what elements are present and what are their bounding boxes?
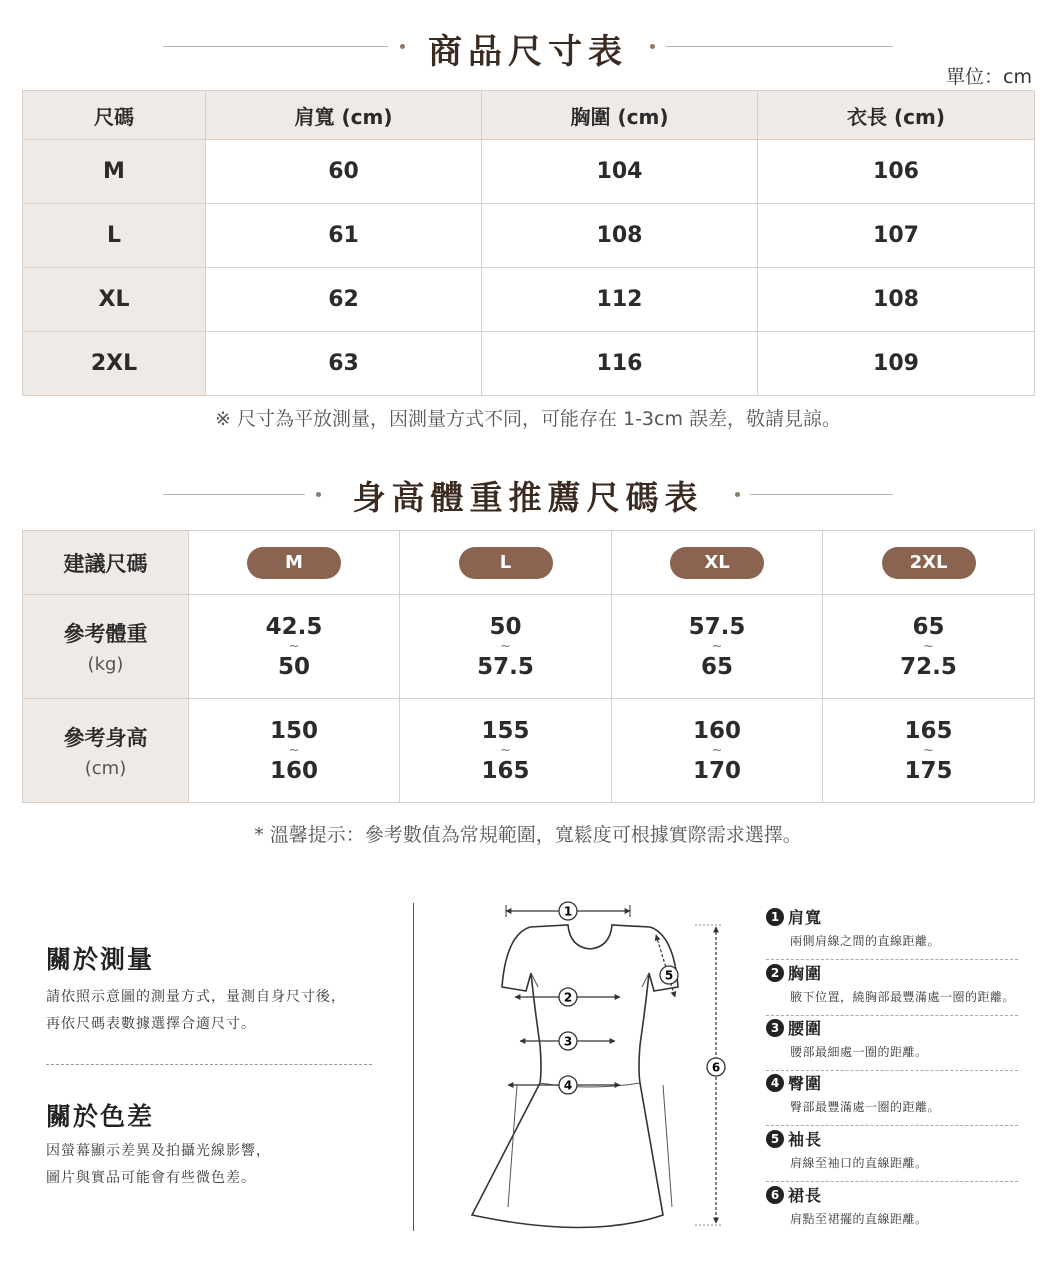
title-dot-right [650,44,655,49]
size-note: ※ 尺寸為平放測量，因測量方式不同，可能存在 1-3cm 誤差，敬請見諒。 [214,408,842,430]
tilde: ~ [923,638,934,654]
marker-2 [559,988,577,1006]
marker-3 [559,1032,577,1050]
color-text-line2: 圖片與實品可能會有些微色差。 [46,1170,256,1186]
table-row [23,268,1035,332]
size-cell-m [189,531,400,595]
legend-item-sleeve [766,1127,1018,1182]
row-shoulder: 60 [206,140,482,204]
rec-title-wrap [0,472,1056,519]
unit-label: 單位：cm [946,66,1032,88]
tilde: ~ [923,742,934,758]
weight-min: 65 [912,613,945,640]
row-size: 2XL [23,332,206,396]
legend-item-hip [766,1071,1018,1126]
legend-num: 2 [766,964,784,982]
size-cell-xl [612,531,823,595]
header-chest: 胸圍 (cm) [482,91,758,140]
tilde: ~ [711,638,723,654]
color-title: 關於色差 [46,1102,155,1131]
info-divider [46,1064,372,1065]
rec-weight-row [23,595,1035,699]
header-size: 尺碼 [23,91,206,140]
height-min: 150 [269,717,318,744]
height-unit: (cm) [84,758,127,779]
table-row [23,204,1035,268]
height-label: 參考身高 [63,726,148,750]
height-max: 170 [692,757,741,784]
weight-max: 57.5 [477,653,534,680]
row-chest: 112 [482,268,758,332]
color-text-line1: 因螢幕顯示差異及拍攝光線影響， [46,1143,271,1159]
weight-range-l [400,595,612,699]
height-max: 165 [481,757,530,784]
legend-num: 4 [766,1074,784,1092]
table-row [23,332,1035,396]
row-chest: 116 [482,332,758,396]
marker-6 [707,1058,725,1076]
row-size: XL [23,268,206,332]
legend-item-shoulder [766,905,1018,960]
weight-label-cell [23,595,189,699]
height-range-2xl [823,699,1035,803]
row-length: 107 [758,204,1035,268]
legend-title: 胸圍 [788,964,823,983]
recommend-title: 身高體重推薦尺碼表 [352,478,704,517]
weight-max: 65 [700,653,733,680]
header-shoulder: 肩寬 (cm) [206,91,482,140]
row-shoulder: 62 [206,268,482,332]
tilde: ~ [288,742,300,758]
legend-num: 3 [766,1019,784,1037]
tilde: ~ [288,638,300,654]
legend-title: 肩寬 [788,908,823,927]
height-min: 160 [692,717,741,744]
measure-text-line1: 請依照示意圖的測量方式，量測自身尺寸後， [46,989,346,1005]
measure-text-line2: 再依尺碼表數據選擇合適尺寸。 [46,1016,256,1032]
weight-min: 57.5 [688,613,746,640]
size-pill-m: M [247,547,341,579]
rec-size-row [23,531,1035,595]
table-row [23,140,1035,204]
weight-range-2xl [823,595,1035,699]
dress-outline [472,925,678,1228]
legend-desc: 腋下位置，繞胸部最豐滿處一圈的距離。 [790,990,1016,1004]
height-max: 175 [904,757,953,784]
row-shoulder: 63 [206,332,482,396]
row-chest: 104 [482,140,758,204]
height-min: 155 [481,717,530,744]
weight-range-xl [612,595,823,699]
legend-title: 袖長 [788,1130,823,1149]
weight-min: 42.5 [265,613,323,640]
recommend-table [22,530,1035,803]
height-label-cell [23,699,189,803]
legend-separator [766,1181,1018,1182]
height-range-xl [612,699,823,803]
color-text [46,1138,271,1192]
legend-num: 5 [766,1130,784,1148]
svg-text:4: 4 [563,1078,573,1093]
row-size: L [23,204,206,268]
legend-desc: 兩側肩線之間的直線距離。 [790,934,941,948]
size-chart-title: 商品尺寸表 [428,32,628,72]
weight-range-m [189,595,400,699]
size-pill-2xl: 2XL [882,547,976,579]
size-table [22,90,1035,396]
height-range-l [400,699,612,803]
legend-title: 腰圍 [788,1019,823,1038]
legend-desc: 肩線至袖口的直線距離。 [790,1156,928,1170]
svg-text:5: 5 [664,968,674,983]
weight-max: 72.5 [900,653,957,680]
legend-desc: 肩點至裙擺的直線距離。 [790,1212,928,1226]
legend-item-chest [766,961,1018,1016]
recommend-note: * 溫馨提示：參考數值為常規範圍，寬鬆度可根據實際需求選擇。 [254,824,802,846]
size-cell-2xl [823,531,1035,595]
legend-title: 裙長 [788,1186,823,1205]
marker-5 [660,966,678,984]
marker-4 [559,1076,577,1094]
marker-1 [559,902,577,920]
weight-label: 參考體重 [63,622,148,646]
size-pill-xl: XL [670,547,764,579]
legend-separator [766,959,1018,960]
legend-separator [766,1125,1018,1126]
legend-item-length [766,1183,1018,1227]
tilde: ~ [500,742,511,758]
title-line-right [666,46,893,47]
height-max: 160 [269,757,318,784]
vertical-divider [413,903,414,1231]
row-shoulder: 61 [206,204,482,268]
svg-text:1: 1 [563,904,573,919]
tilde: ~ [500,638,511,654]
row-chest: 108 [482,204,758,268]
measure-text [46,984,346,1038]
legend-num: 1 [766,908,784,926]
row-length: 109 [758,332,1035,396]
size-pill-l: L [459,547,553,579]
height-min: 165 [904,717,953,744]
dress-diagram [470,895,760,1240]
rec-size-label: 建議尺碼 [23,531,189,595]
rec-title-line-right [750,494,893,495]
size-chart-title-wrap [0,24,1056,73]
legend-item-waist [766,1016,1018,1071]
tilde: ~ [711,742,723,758]
svg-text:3: 3 [563,1034,573,1049]
header-length: 衣長 (cm) [758,91,1035,140]
svg-text:6: 6 [711,1060,721,1075]
size-table-header [23,91,1035,140]
height-range-m [189,699,400,803]
weight-min: 50 [489,613,522,640]
size-cell-l [400,531,612,595]
legend-desc: 臀部最豐滿處一圈的距離。 [790,1100,941,1114]
legend-desc: 腰部最細處一圈的距離。 [790,1045,928,1059]
measure-title: 關於測量 [46,945,155,974]
legend-title: 臀圍 [788,1074,823,1093]
rec-height-row [23,699,1035,803]
legend-num: 6 [766,1186,784,1204]
row-length: 108 [758,268,1035,332]
svg-text:2: 2 [563,990,573,1005]
weight-unit: (kg) [87,654,124,675]
row-length: 106 [758,140,1035,204]
weight-max: 50 [277,653,310,680]
row-size: M [23,140,206,204]
rec-title-dot-right [735,492,740,497]
